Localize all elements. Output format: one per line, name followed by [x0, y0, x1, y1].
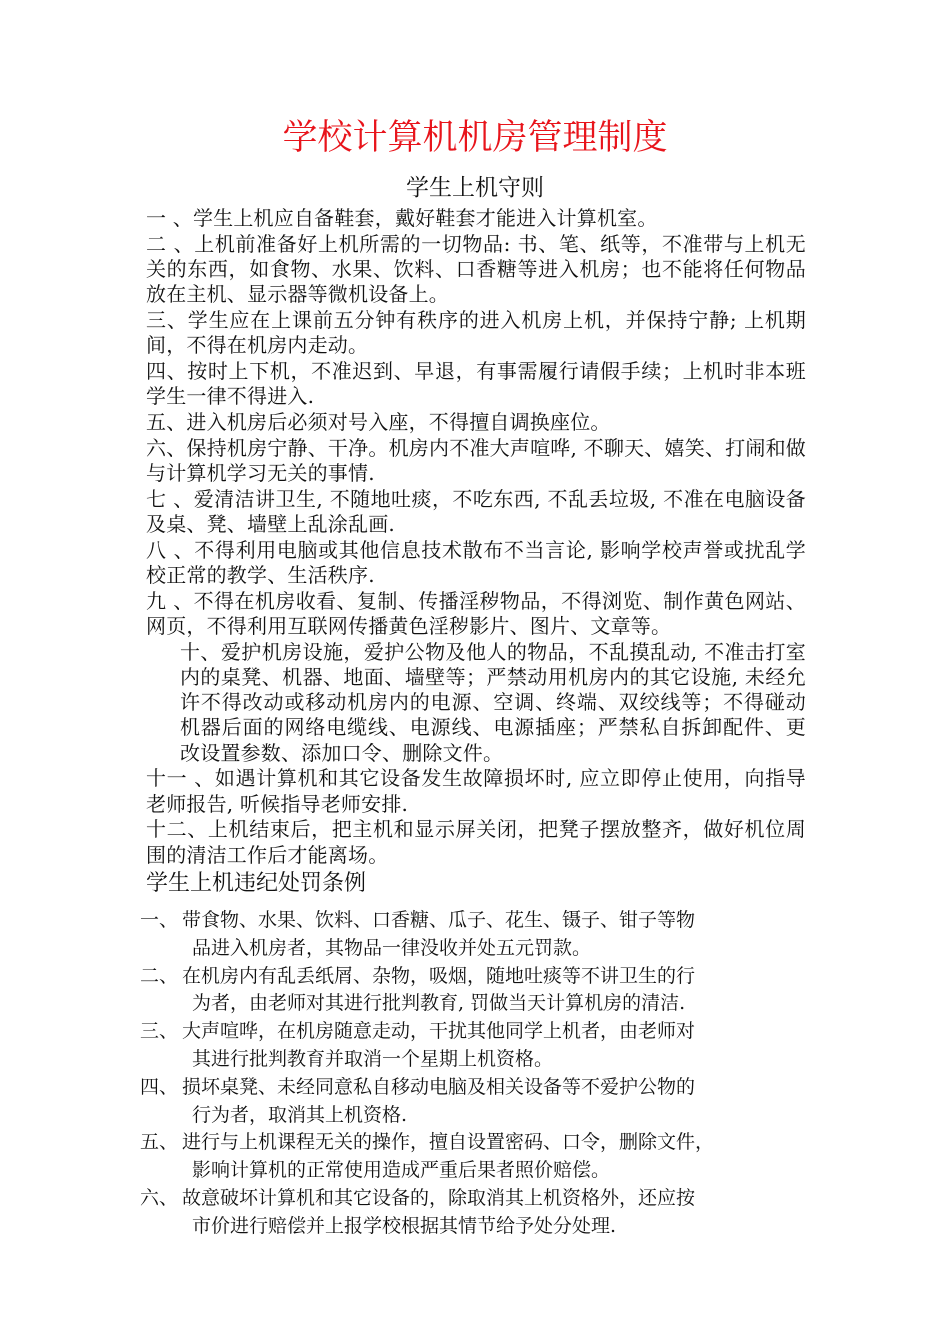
penalty-line: 影响计算机的正常使用造成严重后果者照价赔偿。 [192, 1159, 611, 1182]
penalty-text [182, 963, 810, 1019]
penalty-line: 为者，由老师对其进行批判教育, 罚做当天计算机房的清洁. [192, 992, 686, 1015]
penalty-number: 三、 [140, 1020, 179, 1043]
penalty-line: 故意破坏计算机和其它设备的，除取消其上机资格外，还应按 [182, 1186, 696, 1209]
rule-item: 三、学生应在上课前五分钟有秩序的进入机房上机，并保持宁静; 上机期间，不得在机房内走动。 [146, 307, 806, 358]
penalty-item [140, 1185, 810, 1241]
penalty-number: 五、 [140, 1131, 179, 1154]
penalty-line: 进行与上机课程无关的操作，擅自设置密码、口令，删除文件， [182, 1131, 715, 1154]
document-title: 学校计算机机房管理制度 [282, 118, 668, 158]
penalty-line: 市价进行赔偿并上报学校根据其情节给予处分处理. [192, 1214, 617, 1237]
penalty-text [182, 907, 810, 963]
penalty-item [140, 963, 810, 1019]
student-rules-list [146, 206, 806, 868]
rule-item: 一 、学生上机应自备鞋套，戴好鞋套才能进入计算机室。 [146, 206, 658, 230]
rule-item: 十、爱护机房设施，爱护公物及他人的物品，不乱摸乱动, 不准击打室内的桌凳、机器、地面、墙壁等；严禁动用机房内的其它设施, 未经允许不得改动或移动机房内的电源、空调、终端、双绞线等；不得碰动机器后面的网络电缆线、电源线、电源插座；严禁私自拆卸配件、更改设置参数、添加口令、删除文件。 [180, 639, 806, 765]
penalty-item [140, 907, 810, 963]
penalty-line: 大声喧哗，在机房随意走动，干扰其他同学上机者，由老师对 [182, 1020, 696, 1043]
penalty-text [182, 1018, 810, 1074]
penalty-number: 六、 [140, 1186, 179, 1209]
rule-item: 十二、上机结束后，把主机和显示屏关闭，把凳子摆放整齐，做好机位周围的清洁工作后才能离场。 [146, 817, 806, 867]
penalty-line: 品进入机房者，其物品一律没收并处五元罚款。 [192, 936, 592, 959]
rule-item: 二 、上机前准备好上机所需的一切物品: 书、笔、纸等，不准带与上机无关的东西，如食物、水果、饮料、口香糖等进入机房；也不能将任何物品放在主机、显示器等微机设备上。 [146, 231, 806, 307]
penalty-line: 其进行批判教育并取消一个星期上机资格。 [192, 1047, 554, 1070]
penalty-number: 一、 [140, 909, 179, 931]
penalty-text [182, 1074, 810, 1130]
rule-item: 五、进入机房后必须对号入座，不得擅自调换座位。 [146, 409, 611, 434]
rule-item: 六、保持机房宁静、干净。机房内不准大声喧哗, 不聊天、嬉笑、打闹和做与计算机学习无关的事情. [146, 435, 806, 485]
penalty-item [140, 1074, 810, 1130]
penalty-item [140, 1018, 810, 1074]
penalty-text [182, 1129, 810, 1185]
penalty-line: 带食物、水果、饮料、口香糖、瓜子、花生、镊子、钳子等物 [182, 909, 696, 931]
rule-item: 十一 、如遇计算机和其它设备发生故障损坏时, 应立即停止使用，向指导老师报告, 听候指导老师安排. [146, 766, 806, 816]
penalty-line: 损坏桌凳、未经同意私自移动电脑及相关设备等不爱护公物的 [182, 1075, 696, 1098]
rule-item: 四、按时上下机，不准迟到、早退，有事需履行请假手续；上机时非本班学生一律不得进入. [146, 358, 806, 409]
rule-item: 八 、不得利用电脑或其他信息技术散布不当言论, 影响学校声誉或扰乱学校正常的教学、生活秩序. [146, 537, 806, 587]
section-title-student-rules: 学生上机守则 [406, 175, 544, 201]
penalty-list [140, 907, 810, 1241]
penalty-text [182, 1185, 810, 1241]
penalty-number: 四、 [140, 1075, 179, 1098]
rule-item: 九 、不得在机房收看、复制、传播淫秽物品，不得浏览、制作黄色网站、网页，不得利用互联网传播黄色淫秽影片、图片、文章等。 [146, 588, 806, 638]
penalty-line: 行为者，取消其上机资格. [192, 1103, 408, 1126]
rule-item: 七 、爱清洁讲卫生, 不随地吐痰，不吃东西, 不乱丢垃圾, 不准在电脑设备及桌、凳、墙壁上乱涂乱画. [146, 486, 806, 536]
penalty-item [140, 1129, 810, 1185]
penalty-number: 二、 [140, 964, 179, 987]
section-title-penalties: 学生上机违纪处罚条例 [146, 871, 367, 896]
penalty-line: 在机房内有乱丢纸屑、杂物，吸烟，随地吐痰等不讲卫生的行 [182, 964, 696, 987]
